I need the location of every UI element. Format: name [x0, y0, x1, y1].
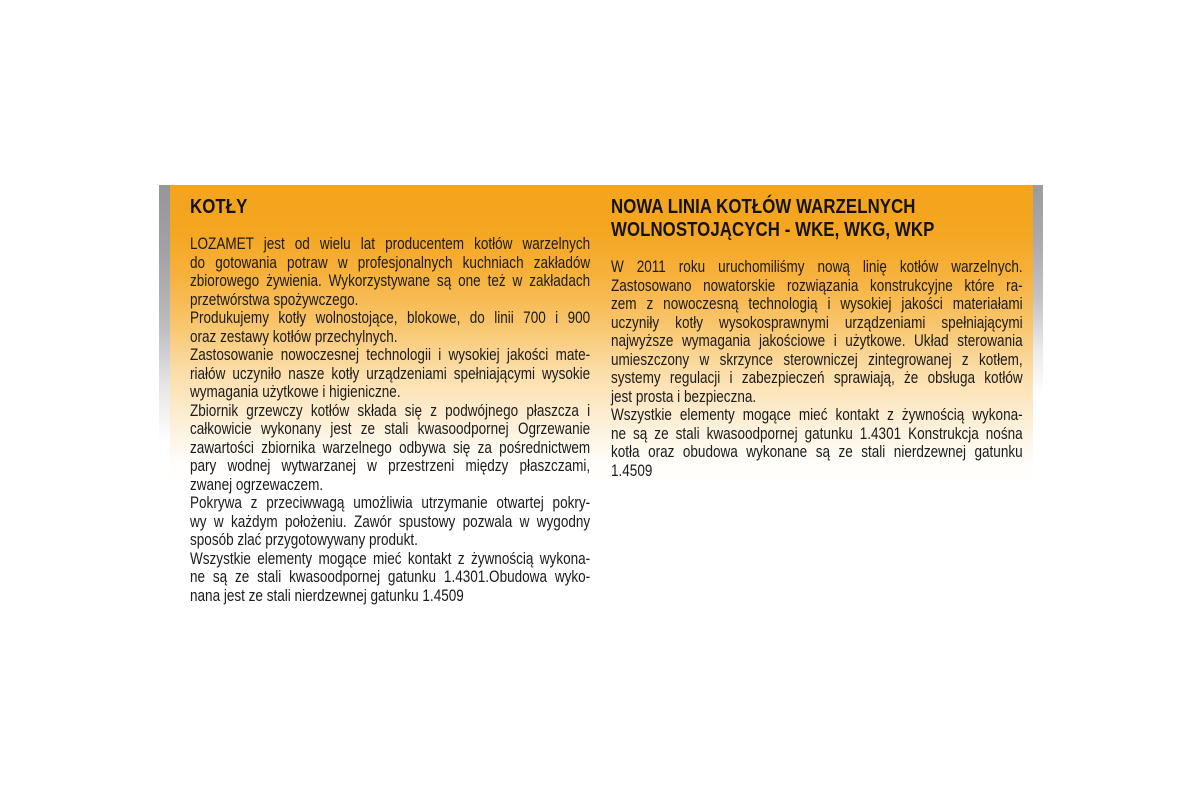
text-line: ne są ze stali kwasoodpornej gatunku 1.4301.Obudowa wyko- [190, 568, 591, 586]
text-line: ne są ze stali kwasoodpornej gatunku 1.4301 Konstrukcja nośna [611, 424, 1023, 443]
left-column-paragraphs [190, 235, 590, 605]
text-line: najwyższe wymagania jakościowe i użytkowe. Układ sterowania [611, 332, 1023, 350]
text-line: do gotowania potraw w profesjonalnych kuchniach zakładów [190, 253, 591, 272]
paragraph [190, 550, 590, 606]
text-line: Wszystkie elementy mogące mieć kontakt z żywnością wykona- [190, 549, 591, 568]
right-column [611, 195, 1113, 480]
text-line: sposób zlać przygotowywany produkt. [190, 531, 418, 549]
text-line: oraz zestawy kotłów przechylnych. [190, 327, 398, 346]
text-line: Zbiornik grzewczy kotłów składa się z podwójnego płaszcza i [190, 401, 591, 420]
right-column-heading-line-1: NOWA LINIA KOTŁÓW WARZELNYCH [611, 195, 916, 218]
text-line: Zastosowanie nowoczesnej technologii i wysokiej jakości mate- [190, 346, 591, 364]
text-line: całkowicie wykonany jest ze stali kwasoodpornej Ogrzewanie [190, 420, 591, 438]
text-line: umieszczony w skrzynce sterowniczej zintegrowanej z kotłem, [611, 350, 1023, 369]
left-column [190, 195, 678, 605]
text-line: Produkujemy kotły wolnostojące, blokowe, do linii 700 i 900 [190, 309, 591, 327]
right-column-heading-line-2: WOLNOSTOJĄCYCH - WKE, WKG, WKP [611, 218, 935, 241]
paragraph [611, 406, 1023, 480]
text-line: pary wodnej wytwarzanej w przestrzeni między płaszczami, [190, 457, 591, 475]
text-line: LOZAMET jest od wielu lat producentem kotłów warzelnych [190, 235, 591, 253]
text-line: systemy regulacji i zabezpieczeń sprawiają, że obsługa kotłów [611, 369, 1023, 387]
paragraph [190, 494, 590, 550]
paragraph [190, 346, 590, 402]
text-line: Wszystkie elementy mogące mieć kontakt z żywnością wykona- [611, 406, 1023, 424]
paragraph [611, 258, 1023, 406]
text-line: wymagania użytkowe i higieniczne. [190, 383, 401, 401]
right-column-paragraphs [611, 258, 1023, 480]
text-line: wy w każdym położeniu. Zawór spustowy pozwala w wygodny [190, 512, 591, 531]
text-line: Zastosowano nowatorskie rozwiązania konstrukcyjne które ra- [611, 276, 1023, 295]
paragraph [190, 235, 590, 309]
paragraph [190, 402, 590, 495]
text-line: przetwórstwa spożywczego. [190, 290, 359, 309]
text-line: zwanej ogrzewaczem. [190, 475, 324, 494]
text-line: Pokrywa z przeciwwagą umożliwia utrzymanie otwartej pokry- [190, 494, 591, 512]
text-line: zawartości zbiornika warzelnego odbywa się za pośrednictwem [190, 438, 591, 457]
text-line: riałów uczyniło nasze kotły urządzeniami spełniającymi wysokie [190, 364, 591, 383]
text-line: zem z nowoczesną technologią i wysokiej jakości materiałami [611, 295, 1023, 313]
text-line: 1.4509 [611, 461, 653, 480]
text-line: kotła oraz obudowa wykonane są ze stali nierdzewnej gatunku [611, 443, 1023, 461]
paragraph [190, 309, 590, 346]
text-line: jest prosta i bezpieczna. [611, 387, 757, 406]
left-column-heading: KOTŁY [190, 195, 248, 218]
text-line: W 2011 roku uruchomiliśmy nową linię kotłów warzelnych. [611, 258, 1023, 276]
text-line: nana jest ze stali nierdzewnej gatunku 1.4509 [190, 586, 464, 605]
text-line: uczyniły kotły wysokosprawnymi urządzeniami spełniającymi [611, 313, 1023, 332]
text-line: zbiorowego żywienia. Wykorzystywane są one też w zakładach [190, 272, 591, 290]
left-edge-shadow [159, 185, 170, 465]
